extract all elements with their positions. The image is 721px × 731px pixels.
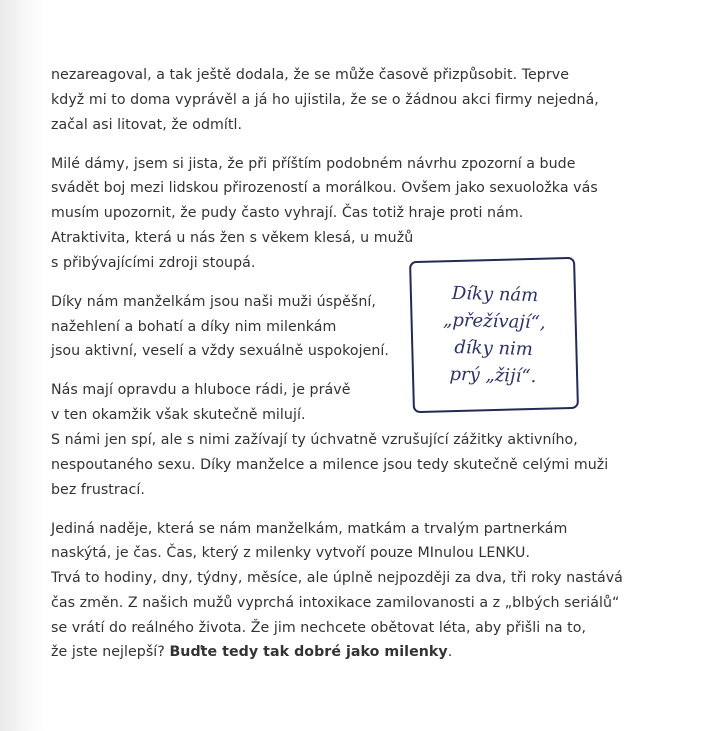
text-line: bez frustrací. bbox=[51, 481, 145, 498]
handwritten-note-text bbox=[412, 279, 577, 391]
paragraph-1 bbox=[51, 63, 661, 137]
final-period: . bbox=[447, 644, 453, 661]
text-line: nažehlení a bohatí a díky nim milenkám bbox=[51, 318, 337, 335]
text-line: čas změn. Z našich mužů vyprchá intoxikace zamilovanosti a z „blbých seriálů“ bbox=[51, 594, 620, 611]
text-line: Díky nám manželkám jsou naši muži úspěšní, bbox=[51, 293, 376, 310]
text-line: Atraktivita, která u nás žen s věkem klesá, u mužů bbox=[51, 229, 414, 246]
text-line-final bbox=[51, 640, 661, 665]
text-line: Milé dámy, jsem si jista, že při příštím podobném návrhu zpozorní a bude bbox=[51, 155, 576, 172]
text-line: s přibývajícími zdroji stoupá. bbox=[51, 254, 256, 271]
note-line: „přežívají“, bbox=[442, 309, 546, 334]
text-line: S námi jen spí, ale s nimi zažívají ty úchvatně vzrušující zážitky aktivního, bbox=[51, 431, 578, 448]
text-line: naskýtá, je čas. Čas, který z milenky vytvoří pouze MInulou LENKU. bbox=[51, 545, 531, 562]
note-line: prý „žijí“. bbox=[449, 363, 537, 388]
handwritten-note-box bbox=[409, 257, 579, 413]
text-line: musím upozornit, že pudy často vyhrají. Čas totiž hraje proti nám. bbox=[51, 205, 524, 222]
text-line: nezareagoval, a tak ještě dodala, že se může časově přizpůsobit. Teprve bbox=[51, 67, 569, 83]
paragraph-5 bbox=[51, 517, 661, 666]
final-line-text: že jste nejlepší? bbox=[51, 644, 170, 661]
text-line: nespoutaného sexu. Díky manželce a milence jsou tedy skutečně celými muži bbox=[51, 456, 609, 473]
emphasis-text: Buďte tedy tak dobré jako milenky bbox=[169, 644, 448, 661]
text-line: jsou aktivní, veselí a vždy sexuálně uspokojení. bbox=[51, 343, 389, 360]
text-line: začal asi litovat, že odmítl. bbox=[51, 116, 243, 133]
text-line: Trvá to hodiny, dny, týdny, měsíce, ale úplně nejpozději za dva, tři roky nastává bbox=[51, 570, 623, 587]
text-line: v ten okamžik však skutečně milují. bbox=[51, 407, 306, 424]
text-line: se vrátí do reálného života. Že jim nechcete obětovat léta, aby přišli na to, bbox=[51, 619, 587, 636]
text-line: Nás mají opravdu a hluboce rádi, je právě bbox=[51, 382, 351, 399]
note-line: Díky nám bbox=[451, 282, 539, 307]
text-line: svádět boj mezi lidskou přirozeností a morálkou. Ovšem jako sexuoložka vás bbox=[51, 180, 598, 197]
text-line: Jediná naděje, která se nám manželkám, matkám a trvalým partnerkám bbox=[51, 520, 568, 537]
note-line: díky nim bbox=[454, 336, 534, 361]
text-line: když mi to doma vyprávěl a já ho ujistila, že se o žádnou akci firmy nejedná, bbox=[51, 91, 599, 108]
